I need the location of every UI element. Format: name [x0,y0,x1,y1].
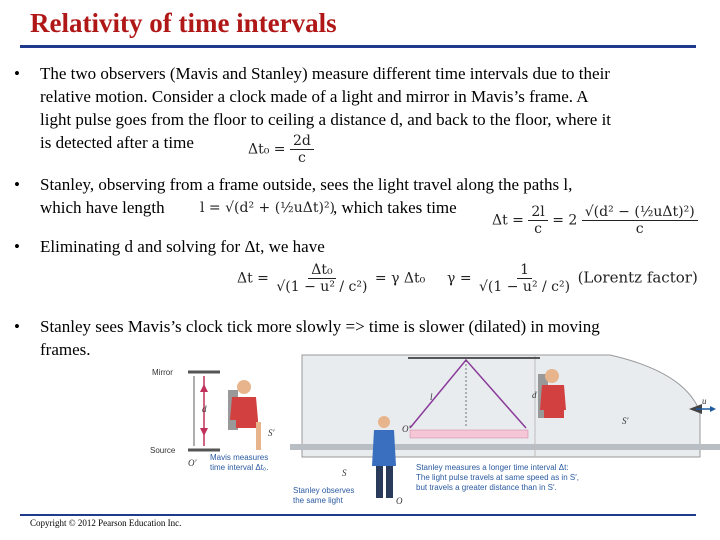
bullet-4-marker: • [14,317,20,336]
o-label: O [396,496,403,506]
bullet-2-line-1: Stanley, observing from a frame outside, sees the light travel along the paths l, [40,175,573,194]
bullet-2-marker: • [14,175,20,194]
equation-dilation-den: √(1 − u² / c²) [276,279,368,295]
train-body [302,355,700,457]
footer-rule [20,514,696,516]
equation-gamma-fraction [476,262,573,295]
equation-dt0-num: 2d [290,133,314,150]
s-prime-label-right: S′ [622,416,629,426]
copyright-text: Copyright © 2012 Pearson Education Inc. [30,518,182,528]
mavis-caption-line-1: Mavis measures [210,453,269,462]
mirror-label: Mirror [152,368,173,377]
equation-dilation [237,262,425,295]
equation-dt-mid: = 2 [552,212,578,229]
u-label: u [702,396,707,406]
stanley-measures-line-3: but travels a greater distance than in S′. [416,483,557,492]
equation-gamma [447,262,698,295]
l-label: l [430,392,433,402]
equation-dt-fraction-2 [582,204,698,237]
d-label-right: d [532,390,537,400]
bullet-1-line-4: is detected after a time [40,133,194,152]
equation-dilation-num: Δt₀ [308,262,335,279]
equation-gamma-lhs: γ = [447,270,472,287]
bullet-3-line-1: Eliminating d and solving for Δt, we have [40,237,325,256]
stanley-observes-line-1: Stanley observes [293,486,355,495]
equation-gamma-note: (Lorentz factor) [577,268,698,287]
o-prime-label-right: O′ [402,424,411,434]
equation-dt0-lhs: Δt₀ = [248,141,286,158]
bullet-1-line-2: relative motion. Consider a clock made of a light and mirror in Mavis’s frame. A [40,87,589,106]
equation-dt0-den: c [298,150,306,166]
equation-dilation-rhs: = γ Δt₀ [374,270,426,287]
pink-floor [410,430,528,438]
slide-title: Relativity of time intervals [30,8,337,38]
train-track [290,444,720,450]
title-underline [20,45,696,48]
equation-dt-num-1: 2l [528,204,547,221]
equation-dt-lhs: Δt = [492,212,524,229]
bullet-2-line-3: , which takes time [333,198,457,217]
equation-dt-fraction-1 [528,204,547,237]
equation-dt-den-2: c [635,221,644,237]
source-label: Source [150,446,176,455]
equation-dt-num-2: √(d² − (½uΔt)²) [582,204,698,221]
time-dilation-figure [140,352,720,512]
equation-gamma-num: 1 [517,262,532,279]
stanley-measures-line-1: Stanley measures a longer time interval Δt: [416,463,569,472]
equation-length: l = √(d² + (½uΔt)²) [200,200,336,216]
bullet-4-line-2: frames. [40,340,91,359]
stanley-observes-line-2: the same light [293,496,343,505]
mavis-caption-line-2: time interval Δt₀. [210,463,269,472]
equation-dt [492,204,698,237]
o-prime-label-left: O′ [188,458,197,468]
equation-dt-den-1: c [534,221,542,237]
bullet-1-line-1: The two observers (Mavis and Stanley) measure different time intervals due to their [40,64,610,83]
d-label-left: d [202,404,207,414]
stanley-measures-line-2: The light pulse travels at same speed as in S′, [416,473,579,482]
bullet-1-marker: • [14,64,20,83]
s-prime-label-left: S′ [268,428,275,438]
bullet-3-marker: • [14,237,20,256]
equation-dt0-fraction [290,133,314,166]
arrow-down-icon [200,428,208,436]
equation-dilation-lhs: Δt = [237,270,269,287]
bullet-4-line-1: Stanley sees Mavis’s clock tick more slowly => time is slower (dilated) in moving [40,317,600,336]
bullet-2-line-2: which have length [40,198,165,217]
bullet-1-line-3: light pulse goes from the floor to ceiling a distance d, and back to the floor, where it [40,110,612,129]
equation-gamma-den: √(1 − u² / c²) [479,279,571,295]
arrow-up-icon [200,384,208,392]
velocity-arrow-head [710,406,716,412]
mavis-figure [228,380,261,450]
equation-dilation-fraction [273,262,370,295]
s-label: S [342,468,347,478]
equation-dt0 [248,133,314,166]
